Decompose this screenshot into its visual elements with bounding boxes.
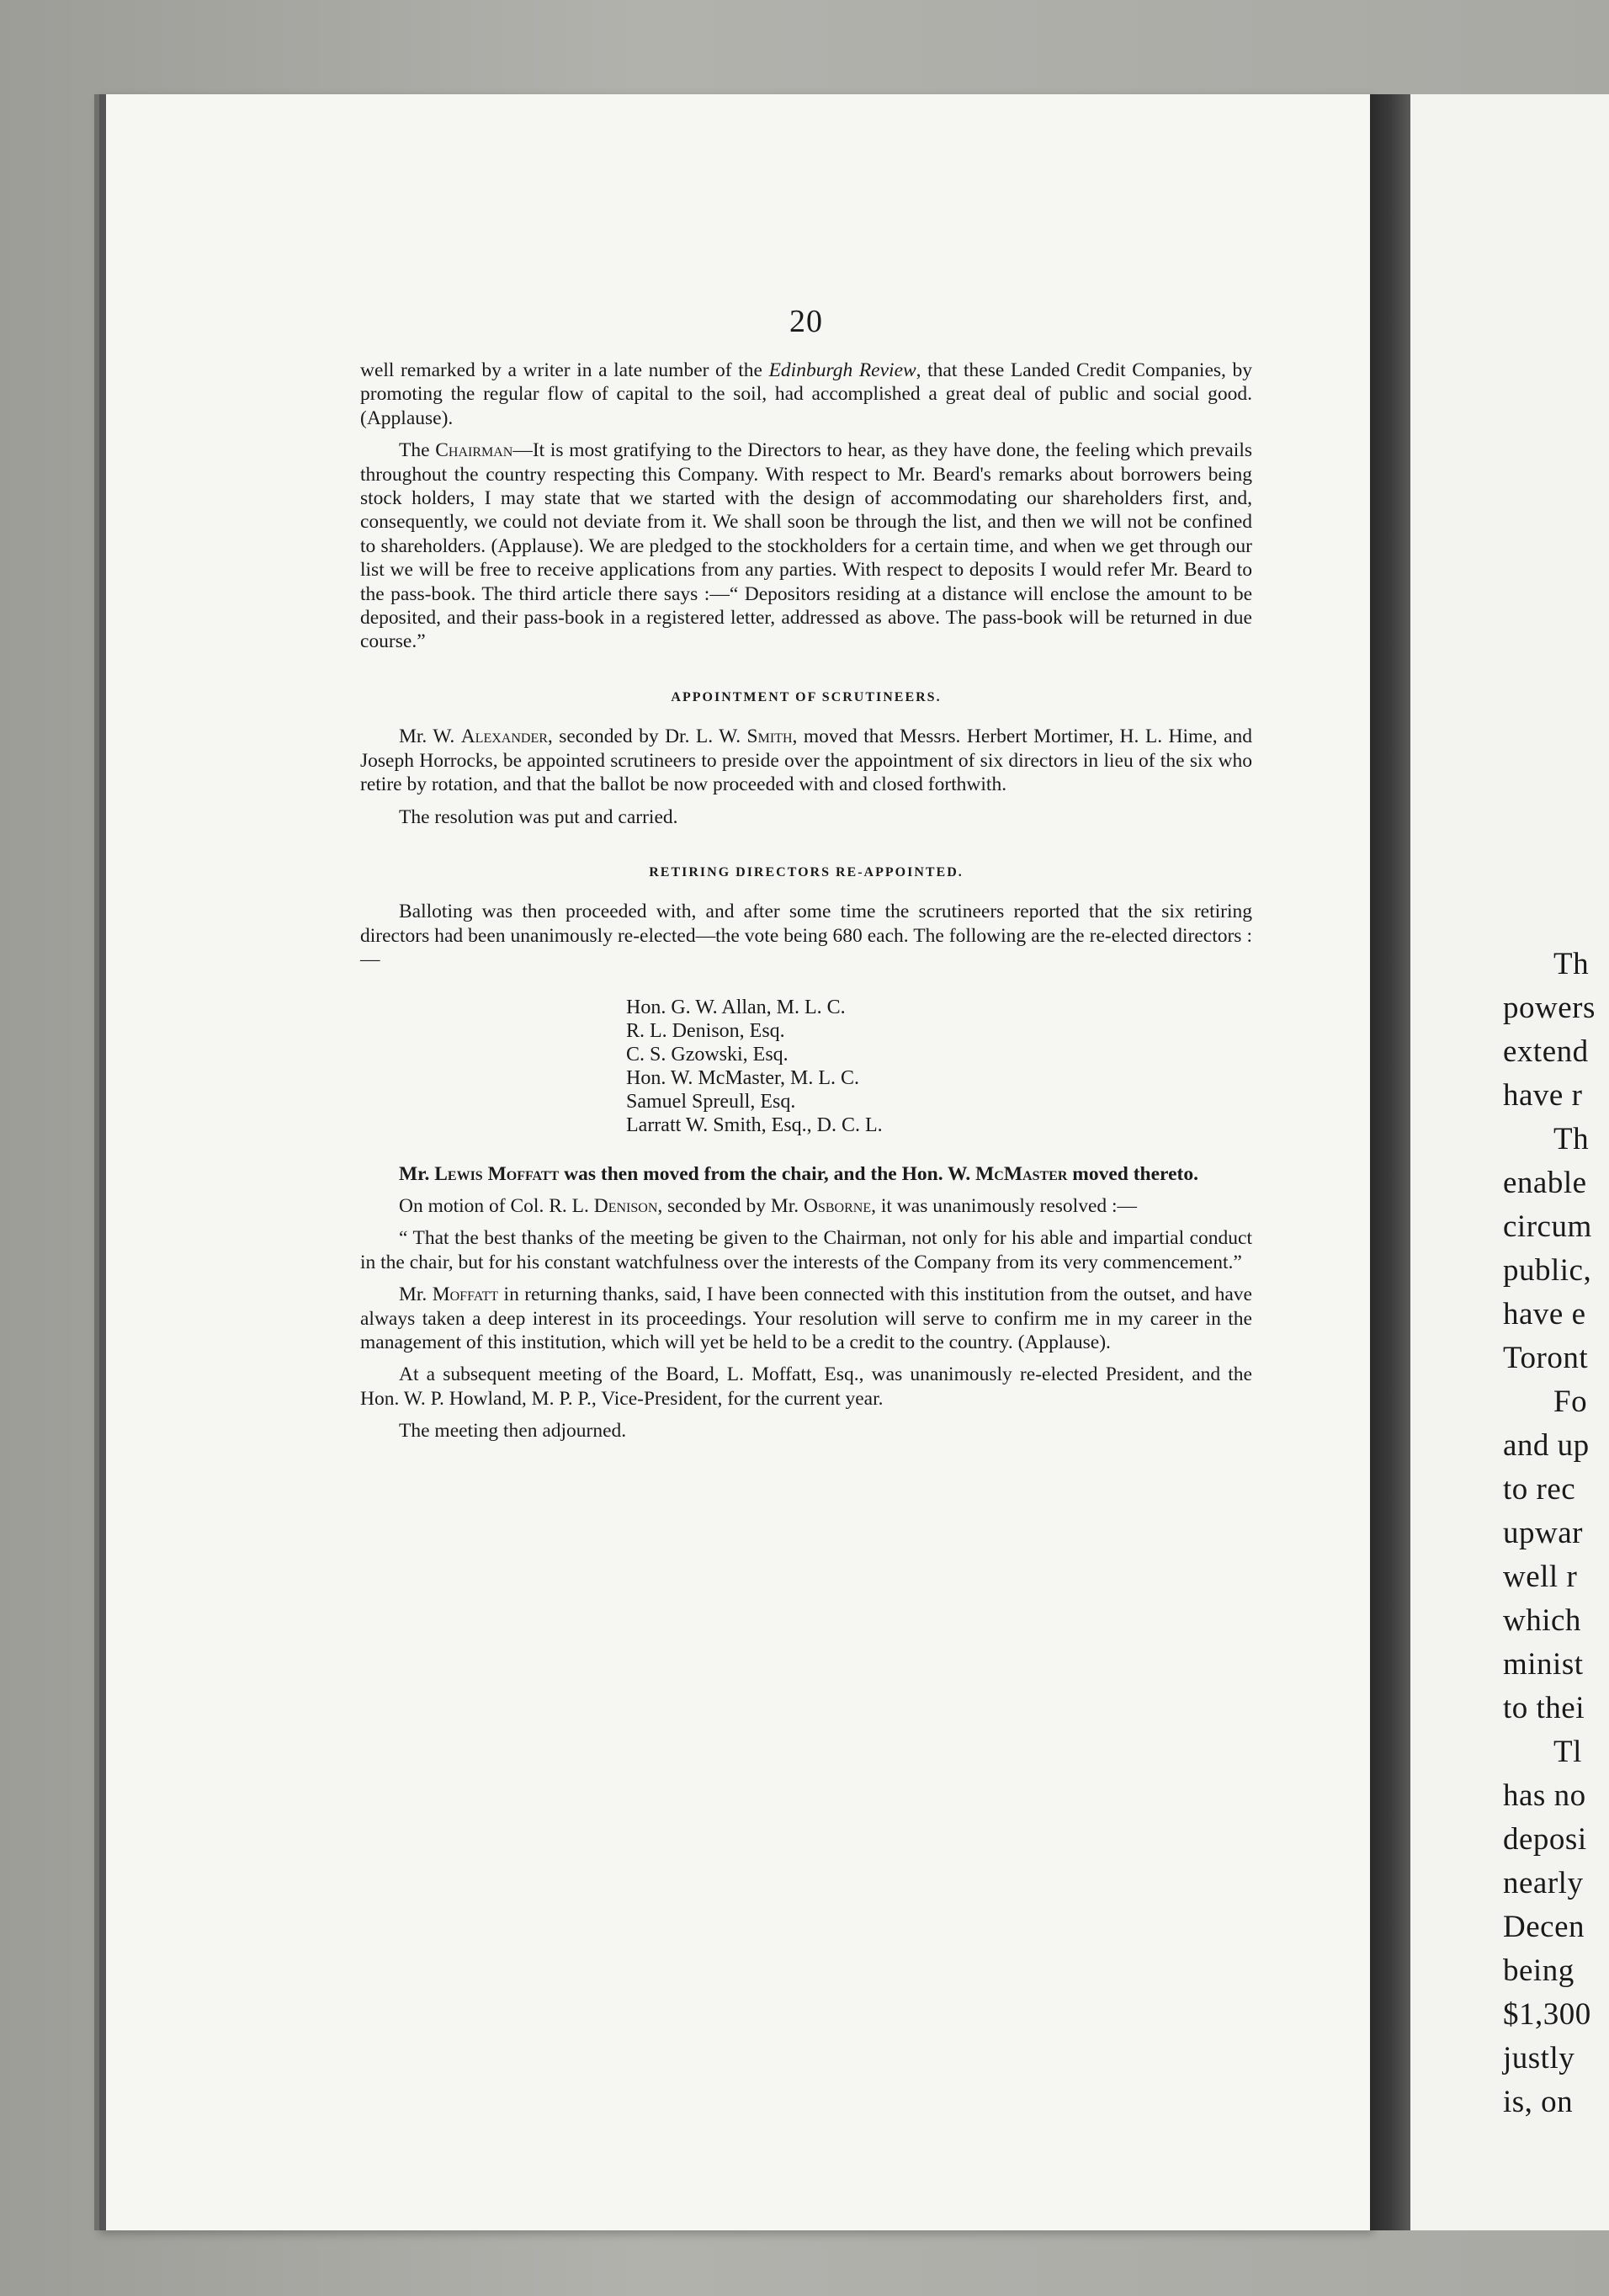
right-page-line: has no bbox=[1503, 1778, 1586, 1813]
right-page-line: nearly bbox=[1503, 1866, 1584, 1900]
right-page-line: circum bbox=[1503, 1209, 1592, 1244]
paragraph-board-meeting: At a subsequent meeting of the Board, L. Moffatt, Esq., was unanimously re-elected President, and the Hon. W. P. Howland, M. P. P., Vice-President, for the current year. bbox=[360, 1363, 1252, 1410]
book-gutter bbox=[1370, 94, 1410, 2230]
right-page-line: Fo bbox=[1553, 1385, 1588, 1419]
director-item: R. L. Denison, Esq. bbox=[626, 1019, 785, 1042]
right-page-line: have r bbox=[1503, 1078, 1583, 1113]
publication-title: Edinburgh Review bbox=[768, 359, 916, 381]
paragraph-edinburgh-review: well remarked by a writer in a late number of the Edinburgh Review, that these Landed Credit Companies, by promoting the regular flow of capital to the soil, had accomplished a great deal of public and social good. (Applause). bbox=[360, 359, 1253, 429]
right-page-line: and up bbox=[1503, 1428, 1590, 1463]
paragraph-balloting: Balloting was then proceeded with, and after some time the scrutineers reported that the six retiring directors had been unanimously re-elected—the vote being 680 each. The following are the re-elected directors :— bbox=[360, 901, 1252, 971]
right-page-text bbox=[1503, 943, 1609, 2124]
right-page-line: minist bbox=[1503, 1647, 1584, 1682]
right-page-line: Th bbox=[1553, 947, 1590, 981]
right-page-line: to thei bbox=[1503, 1691, 1585, 1725]
paragraph-scrutineers-motion: Mr. W. Alexander, seconded by Dr. L. W. Smith, moved that Messrs. Herbert Mortimer, H. L. Hime, and Joseph Horrocks, be appointed scrutineers to preside over the appointment of six directors in lieu of the six who retire by rotation, and that the ballot be now proceeded with and closed forthwith. bbox=[360, 725, 1253, 796]
heading-appointment-of-scrutineers: APPOINTMENT OF SCRUTINEERS. bbox=[671, 689, 942, 704]
right-page-line: is, on bbox=[1503, 2085, 1574, 2119]
right-page-line: public, bbox=[1503, 1253, 1592, 1288]
paragraph-resolution-carried: The resolution was put and carried. bbox=[399, 805, 678, 828]
right-page-line: powers bbox=[1503, 991, 1596, 1025]
right-page-line: $1,300 bbox=[1503, 1997, 1591, 2032]
director-item: Hon. G. W. Allan, M. L. C. bbox=[626, 996, 846, 1018]
paragraph-chairman-reply: The Chairman—It is most gratifying to the Directors to hear, as they have done, the feeling which prevails throughout the country respecting this Company. With respect to Mr. Beard's remarks about borrowers being stock holders, I may state that we started with the design of accommodating our shareholders first, and, consequently, we could not deviate from it. We shall soon be through the list, and then we will not be confined to shareholders. (Applause). We are pledged to the stockholders for a certain time, and when we get through our list we will be free to receive applications from any parties. With respect to deposits I would refer Mr. Beard to the pass-book. The third article there says :—“ Depositors residing at a distance will enclose the amount to be deposited, and their pass-book in a registered letter, addressed as above. The pass-book will be returned in due course.” bbox=[360, 439, 1253, 653]
director-item: Hon. W. McMaster, M. L. C. bbox=[626, 1066, 860, 1089]
director-item: Samuel Spreull, Esq. bbox=[626, 1090, 796, 1113]
right-page-line: Th bbox=[1553, 1122, 1590, 1156]
heading-retiring-directors: RETIRING DIRECTORS RE-APPOINTED. bbox=[649, 864, 964, 880]
paragraph-moffatt-thanks: Mr. Moffatt in returning thanks, said, I have been connected with this institution from the outset, and have always taken a deep interest in its proceedings. Your resolution will serve to confirm me in my career in the management of this institution, which will yet be held to be a credit to the country. (Applause). bbox=[360, 1284, 1252, 1353]
director-item: C. S. Gzowski, Esq. bbox=[626, 1043, 789, 1066]
paragraph-adjourned: The meeting then adjourned. bbox=[399, 1420, 627, 1443]
director-item: Larratt W. Smith, Esq., D. C. L. bbox=[626, 1113, 883, 1136]
right-page-line: deposi bbox=[1503, 1822, 1587, 1857]
paragraph-chair-change: Mr. Lewis Moffatt was then moved from the chair, and the Hon. W. McMaster moved thereto. bbox=[399, 1162, 1198, 1185]
right-page-line: to rec bbox=[1503, 1472, 1576, 1507]
directors-list bbox=[626, 996, 1252, 1137]
right-page bbox=[1410, 94, 1609, 2230]
paragraph-resolution-quote: “ That the best thanks of the meeting be given to the Chairman, not only for his able and impartial conduct in the chair, but for his constant watchfulness over the interests of the Company from its very commencement.” bbox=[360, 1227, 1252, 1273]
right-page-line: which bbox=[1503, 1603, 1581, 1638]
right-page-line: Decen bbox=[1503, 1910, 1585, 1944]
right-page-line: well r bbox=[1503, 1560, 1578, 1594]
right-page-line: justly bbox=[1503, 2041, 1575, 2075]
speaker-name: Chairman bbox=[435, 439, 513, 462]
page-content bbox=[360, 303, 1252, 1452]
right-page-line: extend bbox=[1503, 1034, 1589, 1069]
right-page-line: Toront bbox=[1503, 1341, 1589, 1375]
right-page-line: being bbox=[1503, 1953, 1574, 1988]
right-page-line: have e bbox=[1503, 1297, 1586, 1331]
right-page-line: Tl bbox=[1553, 1735, 1582, 1769]
paragraph-motion-of-thanks: On motion of Col. R. L. Denison, seconded by Mr. Osborne, it was unanimously resolved :— bbox=[399, 1194, 1138, 1217]
right-page-line: enable bbox=[1503, 1166, 1587, 1200]
page-number: 20 bbox=[789, 304, 823, 339]
right-page-line: upwar bbox=[1503, 1516, 1583, 1550]
